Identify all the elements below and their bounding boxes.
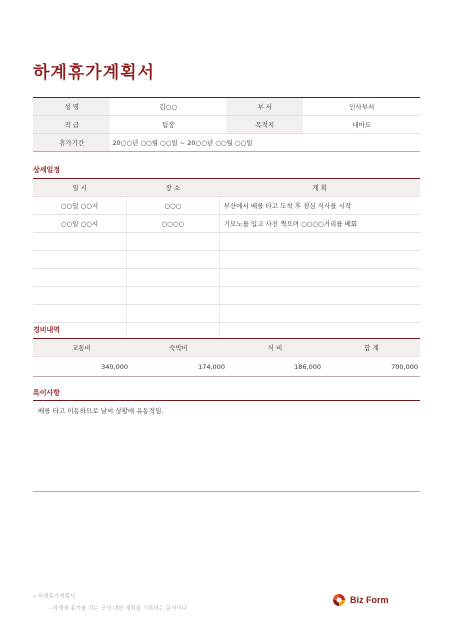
schedule-header-place: 장 소 <box>127 179 220 197</box>
schedule-row <box>33 287 420 305</box>
name-label: 성 명 <box>33 98 110 116</box>
notes-section-title: 특이사항 <box>33 389 61 397</box>
brand-logo <box>332 593 389 607</box>
schedule-plan <box>219 287 420 305</box>
dept-label: 부 서 <box>226 98 303 116</box>
info-row <box>33 98 420 116</box>
name-value: 김○○ <box>110 98 226 116</box>
schedule-plan <box>219 233 420 251</box>
expense-food: 186,000 <box>227 357 323 377</box>
expense-lodging: 174,000 <box>130 357 227 377</box>
destination-value: 대마도 <box>303 116 420 134</box>
info-row <box>33 134 420 152</box>
bizform-logo-icon <box>332 593 346 607</box>
schedule-place <box>127 287 220 305</box>
schedule-row <box>33 233 420 251</box>
notes-box <box>33 400 420 492</box>
schedule-row <box>33 269 420 287</box>
position-value: 팀장 <box>110 116 226 134</box>
schedule-time <box>33 305 127 323</box>
schedule-place <box>127 269 220 287</box>
dept-value: 인사부서 <box>303 98 420 116</box>
schedule-time: ○○일 ○○시 <box>33 197 127 215</box>
destination-label: 목적지 <box>226 116 303 134</box>
schedule-row <box>33 305 420 323</box>
schedule-row <box>33 215 420 233</box>
schedule-header-plan: 계 획 <box>219 179 420 197</box>
expense-header-food: 식 비 <box>227 339 323 357</box>
schedule-time <box>33 251 127 269</box>
schedule-plan: 기모노를 입고 사진 찍으며 ○○○○거리를 배회 <box>219 215 420 233</box>
brand-name: Biz Form <box>350 595 389 605</box>
footer <box>33 592 189 612</box>
schedule-section-title: 상세일정 <box>33 166 61 174</box>
schedule-time <box>33 233 127 251</box>
expenses-section-title: 경비내역 <box>33 326 61 334</box>
info-row <box>33 116 420 134</box>
schedule-plan: 부산에서 배를 타고 도착 후 점심 식사를 시작 <box>219 197 420 215</box>
expense-header-transport: 교통비 <box>33 339 130 357</box>
info-table <box>33 97 420 152</box>
expense-header-total: 합 계 <box>323 339 420 357</box>
notes-text: 배를 타고 이동하므로 날씨 상황에 유동적임. <box>38 407 164 415</box>
document-title: 하계휴가계획서 <box>33 63 155 83</box>
schedule-row <box>33 251 420 269</box>
schedule-row <box>33 197 420 215</box>
schedule-header-time: 일 시 <box>33 179 127 197</box>
period-value: 20○○년 ○○월 ○○일 ~ 20○○년 ○○월 ○○일 <box>110 134 420 152</box>
schedule-time <box>33 269 127 287</box>
expenses-header-row <box>33 339 420 357</box>
schedule-time <box>33 287 127 305</box>
schedule-place: ○○○ <box>127 197 220 215</box>
schedule-plan <box>219 305 420 323</box>
schedule-plan <box>219 269 420 287</box>
schedule-place <box>127 251 220 269</box>
schedule-table <box>33 178 420 341</box>
schedule-header-row <box>33 179 420 197</box>
schedule-time: ○○일 ○○시 <box>33 215 127 233</box>
expense-transport: 340,000 <box>33 357 130 377</box>
expenses-value-row <box>33 357 420 377</box>
schedule-plan <box>219 251 420 269</box>
footer-description: - 하계에 휴가를 가는 곳에 대한 계획을 기록하는 문서이다. <box>49 606 189 612</box>
expense-total: 700,000 <box>323 357 420 377</box>
expenses-table <box>33 338 420 377</box>
position-label: 직 급 <box>33 116 110 134</box>
expense-header-lodging: 숙박비 <box>130 339 227 357</box>
footer-title: • 하계휴가계획서 <box>33 594 76 600</box>
schedule-place <box>127 305 220 323</box>
period-label: 휴가기간 <box>33 134 110 152</box>
schedule-place: ○○○○ <box>127 215 220 233</box>
schedule-place <box>127 233 220 251</box>
